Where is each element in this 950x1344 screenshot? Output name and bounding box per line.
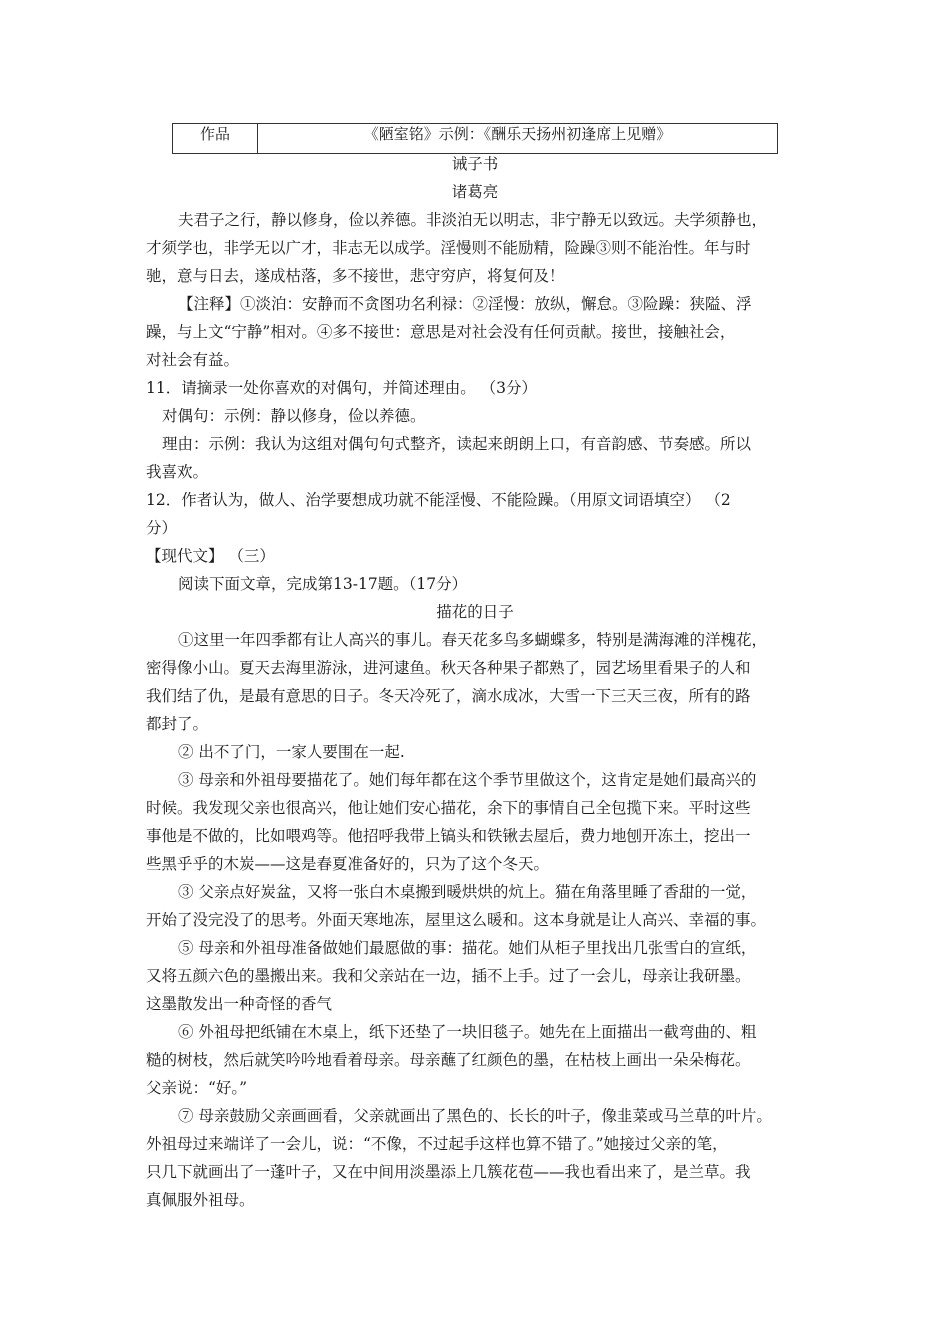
- table-row: [173, 124, 778, 154]
- answer-11-reason: 理由：示例：我认为这组对偶句句式整齐，读起来朗朗上口，有音韵感、节奏感。所以: [162, 435, 752, 453]
- article-line: 我们结了仇，是最有意思的日子。冬天冷死了，滴水成冰，大雪一下三天三夜，所有的路: [146, 687, 751, 705]
- article-line: 都封了。: [146, 715, 209, 733]
- article-line: 些黑乎乎的木炭——这是春夏准备好的，只为了这个冬天。: [146, 855, 550, 873]
- poem-author: 诸葛亮: [451, 183, 499, 201]
- poem-line: 夫君子之行，静以修身，俭以养德。非淡泊无以明志，非宁静无以致远。夫学须静也，: [178, 211, 768, 229]
- article-line: ③ 父亲点好炭盆，又将一张白木桌搬到暖烘烘的炕上。猫在角落里睡了香甜的一觉，: [178, 883, 757, 901]
- poem-line: 驰，意与日去，遂成枯落，多不接世，悲守穷庐，将复何及！: [146, 267, 565, 285]
- article-title: 描花的日子: [436, 603, 514, 621]
- article-line: 密得像小山。夏天去海里游泳，进河逮鱼。秋天各种果子都熟了，园艺场里看果子的人和: [146, 659, 751, 677]
- poem-title: 诫子书: [451, 155, 499, 173]
- question-12: 12．作者认为，做人、治学要想成功就不能淫慢、不能险躁。（用原文词语填空） （2: [146, 491, 731, 509]
- article-line: 只几下就画出了一蓬叶子，又在中间用淡墨添上几簇花苞——我也看出来了，是兰草。我: [146, 1163, 751, 1181]
- article-line: 时候。我发现父亲也很高兴，他让她们安心描花，余下的事情自己全包揽下来。平时这些: [146, 799, 751, 817]
- article-line: ⑤ 母亲和外祖母准备做她们最愿做的事：描花。她们从柜子里找出几张雪白的宣纸，: [178, 939, 757, 957]
- article-line: ⑥ 外祖母把纸铺在木桌上，纸下还垫了一块旧毯子。她先在上面描出一截弯曲的、粗: [178, 1023, 757, 1041]
- article-line: ⑦ 母亲鼓励父亲画画看，父亲就画出了黑色的、长长的叶子，像韭菜或马兰草的叶片。: [178, 1107, 772, 1125]
- answer-11-reason-cont: 我喜欢。: [146, 463, 209, 481]
- article-line: 真佩服外祖母。: [146, 1191, 255, 1209]
- article-line: 又将五颜六色的墨搬出来。我和父亲站在一边，插不上手。过了一会儿，母亲让我研墨。: [146, 967, 751, 985]
- note-line: 对社会有益。: [146, 351, 240, 369]
- section-header: 【现代文】 （三）: [146, 547, 275, 565]
- works-table: [172, 123, 778, 154]
- article-line: 事他是不做的，比如喂鸡等。他招呼我带上镐头和铁锹去屋后，费力地刨开冻土，挖出一: [146, 827, 751, 845]
- article-line: 这墨散发出一种奇怪的香气: [146, 995, 333, 1013]
- section-intro: 阅读下面文章，完成第13-17题。（17分）: [178, 575, 468, 593]
- article-line: ①这里一年四季都有让人高兴的事儿。春天花多鸟多蝴蝶多，特别是满海滩的洋槐花，: [178, 631, 768, 649]
- note-line: 【注释】①淡泊：安静而不贪图功名利禄：②淫慢：放纵，懈怠。③险躁：狭隘、浮: [178, 295, 752, 313]
- answer-11-couplet: 对偶句：示例：静以修身，俭以养德。: [162, 407, 426, 425]
- article-line: 开始了没完没了的思考。外面天寒地冻，屋里这么暖和。这本身就是让人高兴、幸福的事。: [146, 911, 767, 929]
- question-11: 11．请摘录一处你喜欢的对偶句，并简述理由。 （3分）: [146, 379, 538, 397]
- question-12-cont: 分）: [146, 519, 178, 537]
- article-line: 外祖母过来端详了一会儿，说：“不像，不过起手这样也算不错了。”她接过父亲的笔，: [146, 1135, 728, 1153]
- article-line: 糙的树枝，然后就笑吟吟地看着母亲。母亲蘸了红颜色的墨，在枯枝上画出一朵朵梅花。: [146, 1051, 751, 1069]
- article-line: ② 出不了门，一家人要围在一起.: [178, 743, 405, 761]
- article-line: ③ 母亲和外祖母要描花了。她们每年都在这个季节里做这个，这肯定是她们最高兴的: [178, 771, 757, 789]
- article-line: 父亲说：“好。”: [146, 1079, 248, 1097]
- note-line: 躁，与上文“宁静”相对。④多不接世：意思是对社会没有任何贡献。接世，接触社会，: [146, 323, 736, 341]
- poem-line: 才须学也，非学无以广才，非志无以成学。淫慢则不能励精，险躁③则不能治性。年与时: [146, 239, 751, 257]
- table-content-cell: 《陋室铭》示例：《酬乐天扬州初逢席上见赠》: [258, 124, 778, 154]
- table-label-cell: 作品: [173, 124, 258, 154]
